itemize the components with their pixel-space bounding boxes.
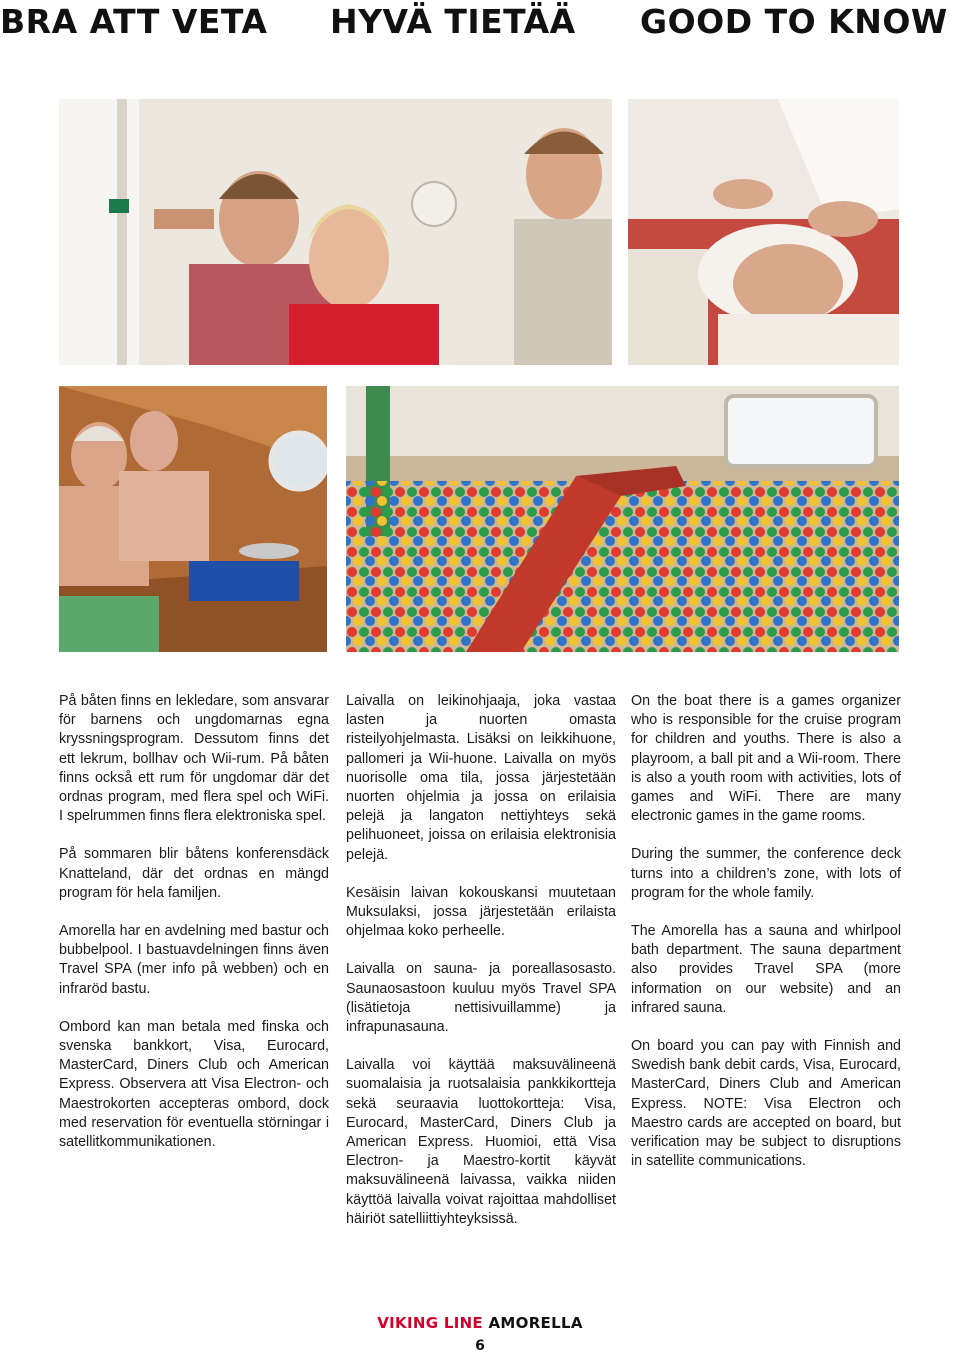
footer-brand xyxy=(0,1314,960,1332)
column-english xyxy=(631,692,901,1190)
paragraph: Laivalla on sauna- ja poreallasosasto. Saunaosastoon kuuluu myös Travel SPA (lisätietoja nettisivuillamme) ja infrapunasauna. xyxy=(346,961,616,1036)
paragraph: Laivalla voi käyttää maksuvälineenä suomalaisia ja ruotsalaisia pankkikortteja sekä seuraavia luottokortteja: Visa, Eurocard, MasterCard, Diners Club ja American Express. Huomioi, että Visa Electron- ja Maestro-kortit käyvät maksuvälineenä laivassa, vaikka niiden käyttöä laivalla voivat rajoittaa mahdolliset häiriöt satelliittiyhteyksissä. xyxy=(346,1057,616,1227)
heading-swedish: BRA ATT VETA xyxy=(0,2,268,41)
paragraph: Laivalla on leikinohjaaja, joka vastaa lasten ja nuorten omasta risteilyohjelmasta. Lisäksi on leikkihuone, pallomeri ja Wii-huone. Laivalla on myös nuorisolle oma tila, jossa järjestetään nuorten ohjelmia ja jossa on erilaisia pelejä ja langaton nettiyhteys sekä pelihuoneet, joissa on erilaisia elektronisia pelejä. xyxy=(346,693,616,863)
paragraph: During the summer, the conference deck turns into a children’s zone, with lots of program for the whole family. xyxy=(631,846,901,901)
photo-meeting xyxy=(59,99,612,365)
paragraph: Kesäisin laivan kokouskansi muutetaan Muksulaksi, jossa järjestetään erilaista ohjelmaa koko perheelle. xyxy=(346,884,616,940)
page-header xyxy=(0,2,960,42)
paragraph: Ombord kan man betala med finska och svenska bankkort, Visa, Eurocard, MasterCard, Diners Club och American Express. Observera att Visa Electron- och Maestrokorten accepteras ombord, dock med reservation för eventuella störningar i satellitkommunikationen. xyxy=(59,1018,329,1151)
heading-english: GOOD TO KNOW xyxy=(640,2,948,41)
brand-viking-line: VIKING LINE xyxy=(377,1314,483,1332)
photo-spa-treatment xyxy=(628,99,899,365)
heading-finnish: HYVÄ TIETÄÄ xyxy=(330,2,576,41)
paragraph: On the boat there is a games organizer who is responsible for the cruise program for children and youths. There is also a playroom, a ball pit and a Wii-room. There is also a youth room with activities, lots of games and WiFi. There are many electronic games in the game rooms. xyxy=(631,693,901,825)
photo-sauna xyxy=(59,386,327,652)
photo-ball-pit xyxy=(346,386,899,652)
column-finnish xyxy=(346,692,616,1248)
paragraph: The Amorella has a sauna and whirlpool bath department. The sauna department also provides Travel SPA (more information on our website) and an infrared sauna. xyxy=(631,923,901,1016)
brand-ship-name: AMORELLA xyxy=(488,1314,583,1332)
paragraph: Amorella har en avdelning med bastur och bubbelpool. I bastuavdelningen finns även Travel SPA (mer info på webben) och en infraröd bastu. xyxy=(59,923,329,997)
paragraph: On board you can pay with Finnish and Swedish bank debit cards, Visa, Eurocard, MasterCard, Diners Club and American Express. NOTE: Visa Electron och Maestro cards are accepted on board, but verification may be subject to disruptions in satellite communications. xyxy=(631,1038,901,1170)
paragraph: På båten finns en lekledare, som ansvarar för barnens och ungdomarnas egna kryssningsprogram. Dessutom finns det ett lekrum, bollhav och Wii-rum. På båten finns också ett rum för ungdomar där det ordnas program, med flera spel och WiFi. I spelrummen finns flera elektroniska spel. xyxy=(59,693,329,825)
column-swedish xyxy=(59,692,329,1171)
page-number: 6 xyxy=(475,1338,485,1354)
paragraph: På sommaren blir båtens konferensdäck Knatteland, där det ordnas en mängd program för hela familjen. xyxy=(59,846,329,901)
